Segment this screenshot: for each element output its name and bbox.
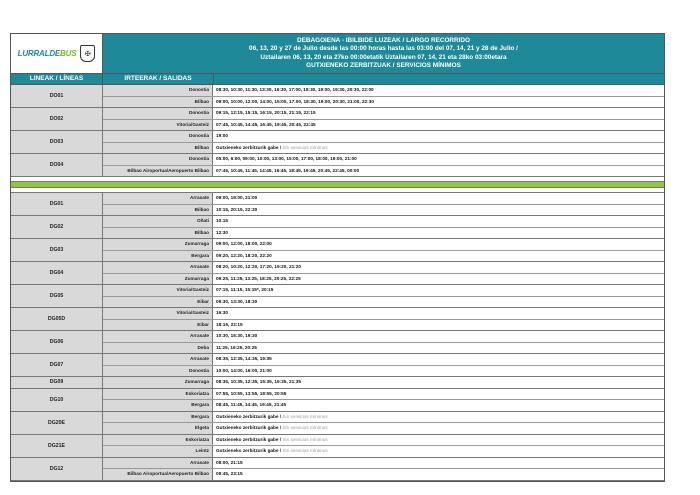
departure-rows [103, 377, 664, 388]
line-group [11, 435, 664, 458]
table-row [103, 377, 664, 388]
times-cell [213, 354, 664, 365]
line-group [11, 131, 664, 154]
times-cell [213, 458, 664, 469]
schedule-sheet [10, 33, 665, 482]
table-row [103, 389, 664, 401]
destination-cell: Arrasate [103, 193, 213, 204]
times-text: Gutxieneko zerbitzurik gabe / [216, 448, 283, 453]
table-row [103, 262, 664, 274]
destination-cell: Eskoriatza [103, 435, 213, 446]
times-cell [213, 285, 664, 296]
line-code: DO03 [11, 131, 103, 153]
times-text: 09:45, 23:15 [216, 471, 243, 476]
departure-rows [103, 308, 664, 330]
destination-cell: Bilbao Airoportua/Aeropuerto Bilbao [103, 469, 213, 480]
title-line: 06, 13, 20 y 27 de Julio desde las 00:00 horas hasta las 03:00 del 07, 14, 21 y 28 de Julio / [249, 45, 518, 53]
times-cell [213, 97, 664, 108]
line-group [11, 389, 664, 412]
times-text: 07:45, 10:45, 11:45, 14:45, 16:45, 18:45, 19:45, 20:45, 22:45, 00:00 [216, 167, 360, 173]
times-cell [213, 446, 664, 457]
line-code: DG21E [11, 435, 103, 457]
column-headers [11, 74, 664, 85]
destination-cell: Bilbao [103, 228, 213, 239]
destination-cell: Bergara [103, 400, 213, 411]
destination-cell: Leintz [103, 446, 213, 457]
table-row [103, 446, 664, 457]
times-text: 05:00, 6:00, 09:00, 10:00, 13:00, 15:00, 17:00, 18:00, 19:00, 21:00 [216, 156, 357, 161]
line-group [11, 412, 664, 435]
times-cell [213, 216, 664, 227]
line-code: DO02 [11, 108, 103, 130]
times-cell [213, 320, 664, 331]
departure-rows [103, 193, 664, 215]
times-cell [213, 297, 664, 308]
times-cell [213, 389, 664, 400]
departure-rows [103, 262, 664, 284]
times-text: 10:30, 15:30, 19:30 [216, 333, 258, 338]
destination-cell: Bilbao [103, 205, 213, 216]
table-row [103, 205, 664, 216]
line-code: DG07 [11, 354, 103, 376]
departure-rows [103, 154, 664, 176]
line-group [11, 262, 664, 285]
times-cell [213, 251, 664, 262]
table-row [103, 108, 664, 120]
table-row [103, 366, 664, 377]
line-group [11, 285, 664, 308]
no-service-note: Sin servicios mínimos [282, 448, 328, 453]
times-cell [213, 469, 664, 480]
times-text: 07:15, 11:15, 15:15*, 20:15 [216, 287, 274, 292]
table-row [103, 131, 664, 143]
destination-cell: Donostia [103, 85, 213, 96]
no-service-note: Sin servicios mínimos [282, 144, 328, 150]
times-text: 10:15, 20:15, 22:30 [216, 206, 258, 212]
times-cell [213, 154, 664, 165]
times-cell [213, 343, 664, 354]
times-cell [213, 274, 664, 285]
line-code: DG03 [11, 239, 103, 261]
times-text: 08:35, 12:35, 14:35, 19:35 [216, 356, 272, 361]
times-text: 10:15 [216, 218, 228, 223]
logo-text: LURRALDE [17, 49, 61, 58]
line-code: DG04 [11, 262, 103, 284]
table-row [103, 120, 664, 131]
line-code: DG12 [11, 458, 103, 480]
times-text: 08:30, 10:30, 11:30, 13:30, 16:30, 17:00, 18:30, 19:00, 19:30, 20:30, 22:00 [216, 87, 374, 92]
table-row [103, 308, 664, 320]
line-code: DO01 [11, 85, 103, 107]
destination-cell: Donostia [103, 108, 213, 119]
table-row [103, 297, 664, 308]
departures-column-header: IRTEERAK / SALIDAS [103, 74, 214, 84]
times-text: 09:00, 12:00, 18:00, 22:00 [216, 241, 272, 246]
line-group [11, 458, 664, 481]
times-text: Gutxieneko zerbitzurik gabe / [216, 436, 283, 442]
line-group [11, 154, 664, 177]
destination-cell: Oñati [103, 216, 213, 227]
times-cell [213, 239, 664, 250]
departure-rows [103, 389, 664, 411]
times-text: 07:55, 10:55, 13:55, 18:55, 20:55 [216, 390, 287, 396]
destination-cell: Zumarraga [103, 377, 213, 388]
times-text: 11:25, 16:25, 20:25 [216, 344, 257, 350]
times-text: 08:00, 21:15 [216, 459, 243, 465]
table-row [103, 274, 664, 285]
gipuzkoa-shield-icon: ✠ [80, 45, 95, 62]
table-row [103, 216, 664, 228]
table-row [103, 251, 664, 262]
times-cell [213, 262, 664, 273]
table-row [103, 97, 664, 108]
line-code: DG10 [11, 389, 103, 411]
times-cell [213, 400, 664, 411]
line-code: DG05D [11, 308, 103, 330]
line-code: DG05 [11, 285, 103, 307]
times-cell [213, 435, 664, 446]
destination-cell: Arrasate [103, 458, 213, 469]
table-row [103, 85, 664, 97]
lurraldebus-logo [18, 49, 77, 58]
destination-cell: Arrasate [103, 331, 213, 342]
times-cell [213, 423, 664, 434]
times-text: Gutxieneko zerbitzurik gabe / [216, 425, 283, 430]
times-cell [213, 143, 664, 154]
times-text: 09:00, 10:00, 12:00, 14:00, 15:00, 17:00, 18:30, 19:00, 20:30, 21:00, 22:30 [216, 98, 374, 104]
destination-cell: Deba [103, 343, 213, 354]
times-cell [213, 166, 664, 177]
line-code: DO04 [11, 154, 103, 176]
times-cell [213, 308, 664, 319]
times-cell [213, 331, 664, 342]
times-text: 09:30, 13:30, 18:30 [216, 298, 258, 304]
destination-cell: Arrasate [103, 262, 213, 273]
departure-rows [103, 435, 664, 457]
table-row [103, 331, 664, 343]
table-row [103, 412, 664, 424]
times-text: 09:15, 12:15, 15:15, 16:15, 20:15, 21:15, 22:15 [216, 110, 316, 115]
no-service-note: Sin servicios mínimos [282, 413, 328, 419]
times-text: 08:45, 11:45, 14:45, 19:45, 21:45 [216, 402, 287, 407]
logo-bus-text: BUS [60, 49, 77, 58]
lines-column-header: LINEAK / LÍNEAS [11, 74, 103, 84]
table-row [103, 469, 664, 480]
times-text: Gutxieneko zerbitzurik gabe / [216, 413, 283, 419]
departure-rows [103, 412, 664, 434]
line-group [11, 239, 664, 262]
times-cell [213, 205, 664, 216]
destination-cell: Eskoriatza [103, 389, 213, 400]
destination-cell: Vitoria/Gasteiz [103, 308, 213, 319]
table-row [103, 343, 664, 354]
table-row [103, 354, 664, 366]
title-line: DEBAGOIENA - IBILBIDE LUZEAK / LARGO RECORRIDO [296, 37, 471, 45]
departure-rows [103, 239, 664, 261]
times-cell [213, 131, 664, 142]
times-cell [213, 377, 664, 388]
line-code: DG02 [11, 216, 103, 238]
table-row [103, 423, 664, 434]
line-group [11, 216, 664, 239]
departure-rows [103, 354, 664, 376]
times-text: 12:30 [216, 229, 228, 235]
table-row [103, 285, 664, 297]
destination-cell: Bilbao Airoportua/Aeropuerto Bilbao [103, 166, 213, 177]
destination-cell: Zumarraga [103, 239, 213, 250]
departure-rows [103, 458, 664, 480]
line-group [11, 108, 664, 131]
times-text: 07:45, 10:45, 14:45, 16:45, 19:45, 20:45, 22:45 [216, 121, 316, 127]
no-service-note: Sin servicios mínimos [282, 425, 328, 430]
table-row [103, 320, 664, 331]
line-code: DG01 [11, 193, 103, 215]
destination-cell: Bergara [103, 412, 213, 423]
departure-rows [103, 216, 664, 238]
departure-rows [103, 285, 664, 307]
line-code: DG20E [11, 412, 103, 434]
destination-cell: Bilbao [103, 143, 213, 154]
destination-cell: Bilbao [103, 97, 213, 108]
destination-cell: Eibar [103, 297, 213, 308]
table-row [103, 154, 664, 166]
departure-rows [103, 108, 664, 130]
times-text: 08:20, 10:20, 12:20, 17:20, 19:20, 21:20 [216, 264, 301, 269]
long-distance-block [11, 85, 664, 177]
times-text: 16:30 [216, 310, 228, 315]
line-group [11, 308, 664, 331]
line-code: DG06 [11, 331, 103, 353]
destination-cell: Elgeta [103, 423, 213, 434]
table-row [103, 239, 664, 251]
table-row [103, 435, 664, 447]
times-text: 19:00 [216, 133, 228, 138]
times-cell [213, 108, 664, 119]
times-text: 08:35, 10:35, 12:35, 15:35, 19:35, 21:35 [216, 379, 301, 384]
destination-cell: Vitoria/Gasteiz [103, 285, 213, 296]
destination-cell: Donostia [103, 131, 213, 142]
line-code: DG09 [11, 377, 103, 388]
header [11, 34, 664, 74]
times-cell [213, 85, 664, 96]
destination-cell: Donostia [103, 154, 213, 165]
line-group [11, 377, 664, 389]
destination-cell: Donostia [103, 366, 213, 377]
table-row [103, 166, 664, 177]
departure-rows [103, 131, 664, 153]
times-cell [213, 120, 664, 131]
departure-rows [103, 331, 664, 353]
destination-cell: Vitoria/Gasteiz [103, 120, 213, 131]
table-row [103, 458, 664, 470]
destination-cell: Arrasate [103, 354, 213, 365]
times-cell [213, 228, 664, 239]
times-text: 09:00, 19:00, 21:00 [216, 195, 258, 200]
destination-cell: Zumarraga [103, 274, 213, 285]
title-line: GUTXIENEKO ZERBITZUAK / SERVICIOS MÍNIMOS [306, 61, 461, 69]
line-group [11, 193, 664, 216]
table-row [103, 193, 664, 205]
debagoiena-block [11, 193, 664, 481]
times-cell [213, 366, 664, 377]
times-text: 09:20, 12:20, 18:20, 22:20 [216, 252, 272, 258]
times-text: 10:00, 14:00, 16:00, 21:00 [216, 367, 272, 373]
title-line: Uztailaren 06, 13, 20 eta 27ko 00:00etatik Uztailaren 07, 14, 21 eta 28ko 03:00etara [260, 53, 507, 61]
destination-cell: Bergara [103, 251, 213, 262]
line-group [11, 331, 664, 354]
times-cell [213, 412, 664, 423]
times-text: Gutxieneko zerbitzurik gabe / [216, 144, 283, 150]
no-service-note: Sin servicios mínimos [282, 436, 328, 442]
table-row [103, 228, 664, 239]
table-row [103, 143, 664, 154]
times-text: 09:25, 11:25, 13:25, 18:25, 20:25, 22:25 [216, 275, 301, 281]
table-row [103, 400, 664, 411]
times-cell [213, 193, 664, 204]
line-group [11, 354, 664, 377]
title-block [103, 34, 664, 73]
line-group [11, 85, 664, 108]
destination-cell: Eibar [103, 320, 213, 331]
logo-area [11, 34, 103, 73]
times-text: 18:15, 22:15 [216, 321, 243, 327]
departure-rows [103, 85, 664, 107]
